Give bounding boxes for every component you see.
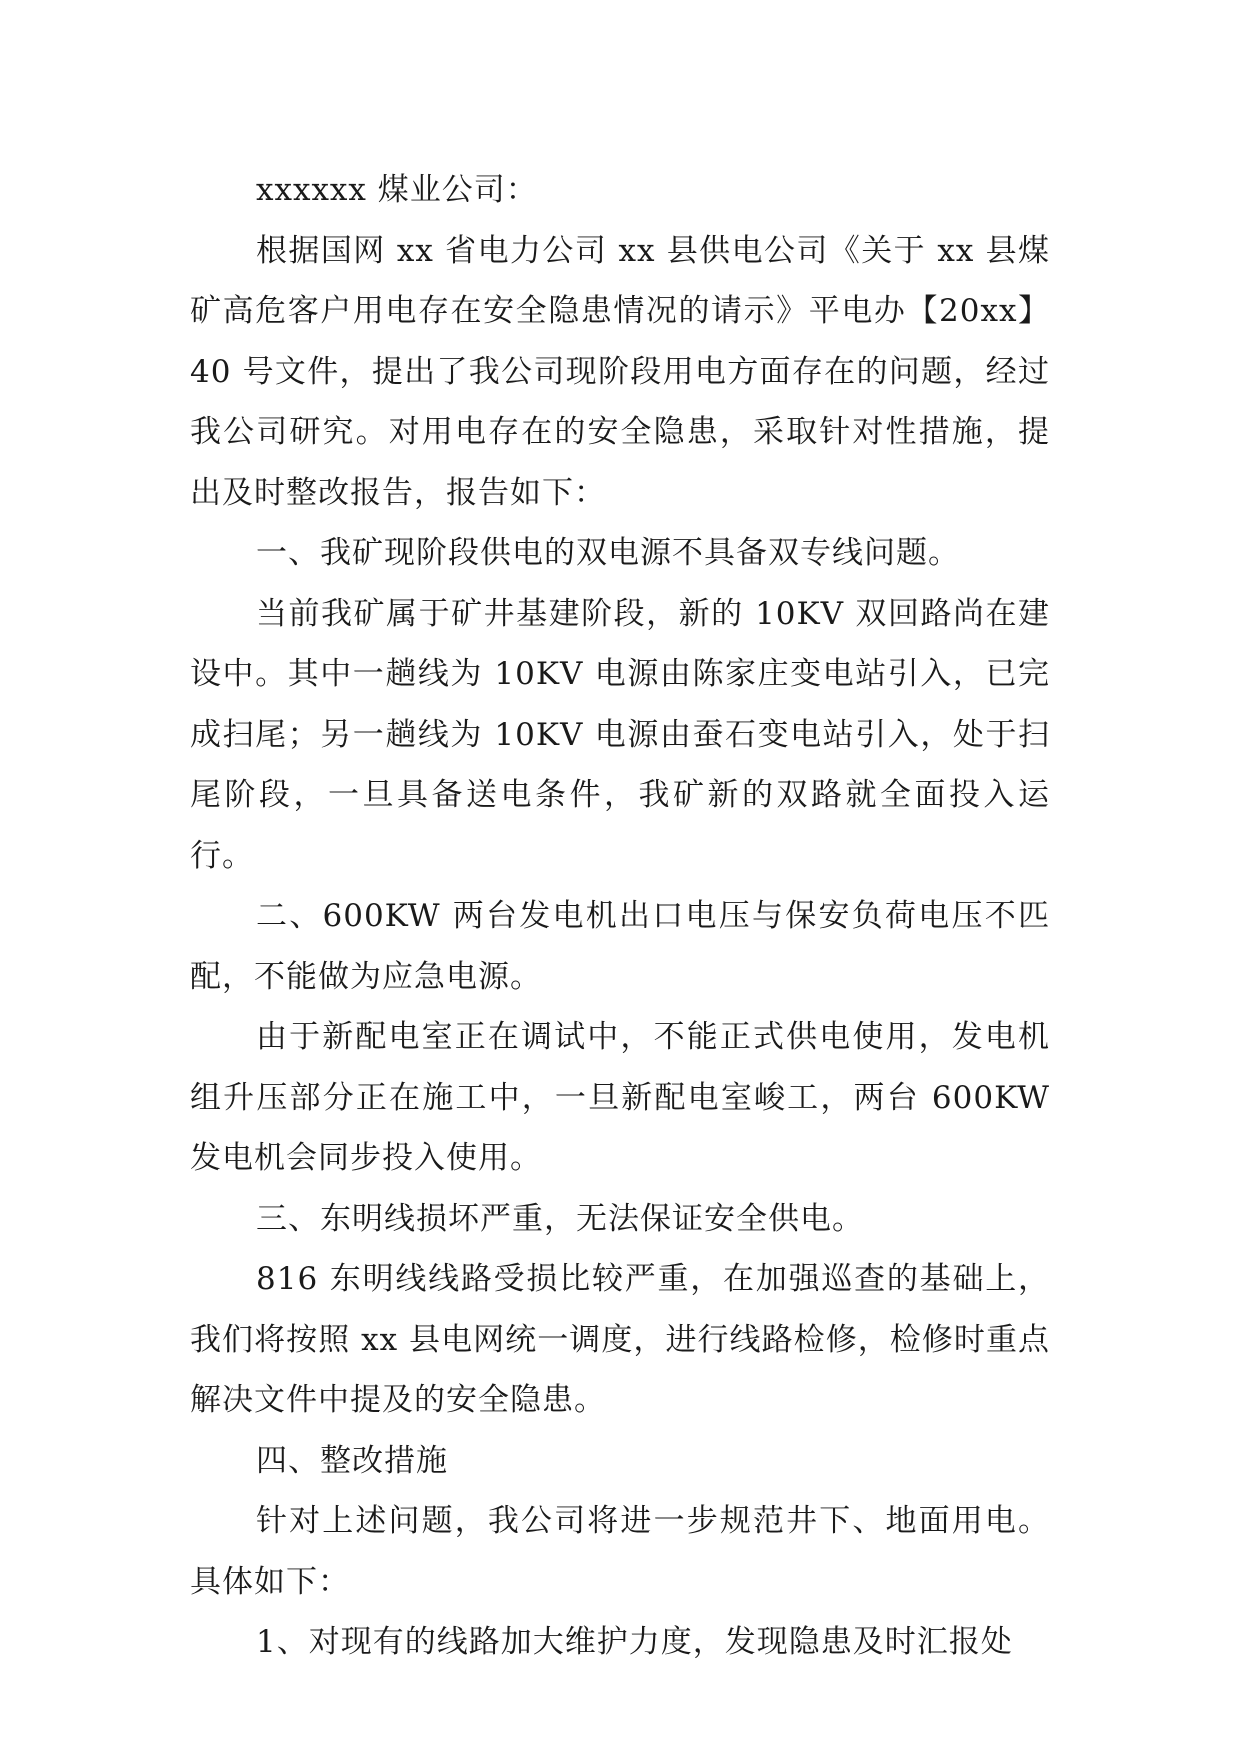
document-body (190, 160, 1050, 1673)
paragraph-intro: 根据国网 xx 省电力公司 xx 县供电公司《关于 xx 县煤矿高危客户用电存在安全隐患情况的请示》平电办【20xx】40 号文件，提出了我公司现阶段用电方面存在的问题，经过我公司研究。对用电存在的安全隐患，采取针对性措施，提出及时整改报告，报告如下： (190, 232, 1050, 511)
paragraph-section-1: 当前我矿属于矿井基建阶段，新的 10KV 双回路尚在建设中。其中一趟线为 10KV 电源由陈家庄变电站引入，已完成扫尾；另一趟线为 10KV 电源由蚕石变电站引入，处于扫尾阶段，一旦具备送电条件，我矿新的双路就全面投入运行。 (190, 595, 1050, 874)
paragraph-section-4: 针对上述问题，我公司将进一步规范井下、地面用电。具体如下： (190, 1503, 1050, 1600)
heading-section-1: 一、我矿现阶段供电的双电源不具备双专线问题。 (256, 535, 960, 571)
paragraph-section-3: 816 东明线线路受损比较严重，在加强巡查的基础上，我们将按照 xx 县电网统一调度，进行线路检修，检修时重点解决文件中提及的安全隐患。 (190, 1261, 1050, 1418)
heading-section-2: 二、600KW 两台发电机出口电压与保安负荷电压不匹配，不能做为应急电源。 (190, 898, 1050, 995)
heading-section-3: 三、东明线损坏严重，无法保证安全供电。 (256, 1200, 864, 1237)
paragraph-section-2: 由于新配电室正在调试中，不能正式供电使用，发电机组升压部分正在施工中，一旦新配电室峻工，两台 600KW 发电机会同步投入使用。 (190, 1019, 1050, 1176)
greeting-line: xxxxxx 煤业公司： (256, 172, 538, 208)
list-item-1: 1、对现有的线路加大维护力度，发现隐患及时汇报处 (256, 1624, 1013, 1660)
heading-section-4: 四、整改措施 (256, 1442, 448, 1479)
